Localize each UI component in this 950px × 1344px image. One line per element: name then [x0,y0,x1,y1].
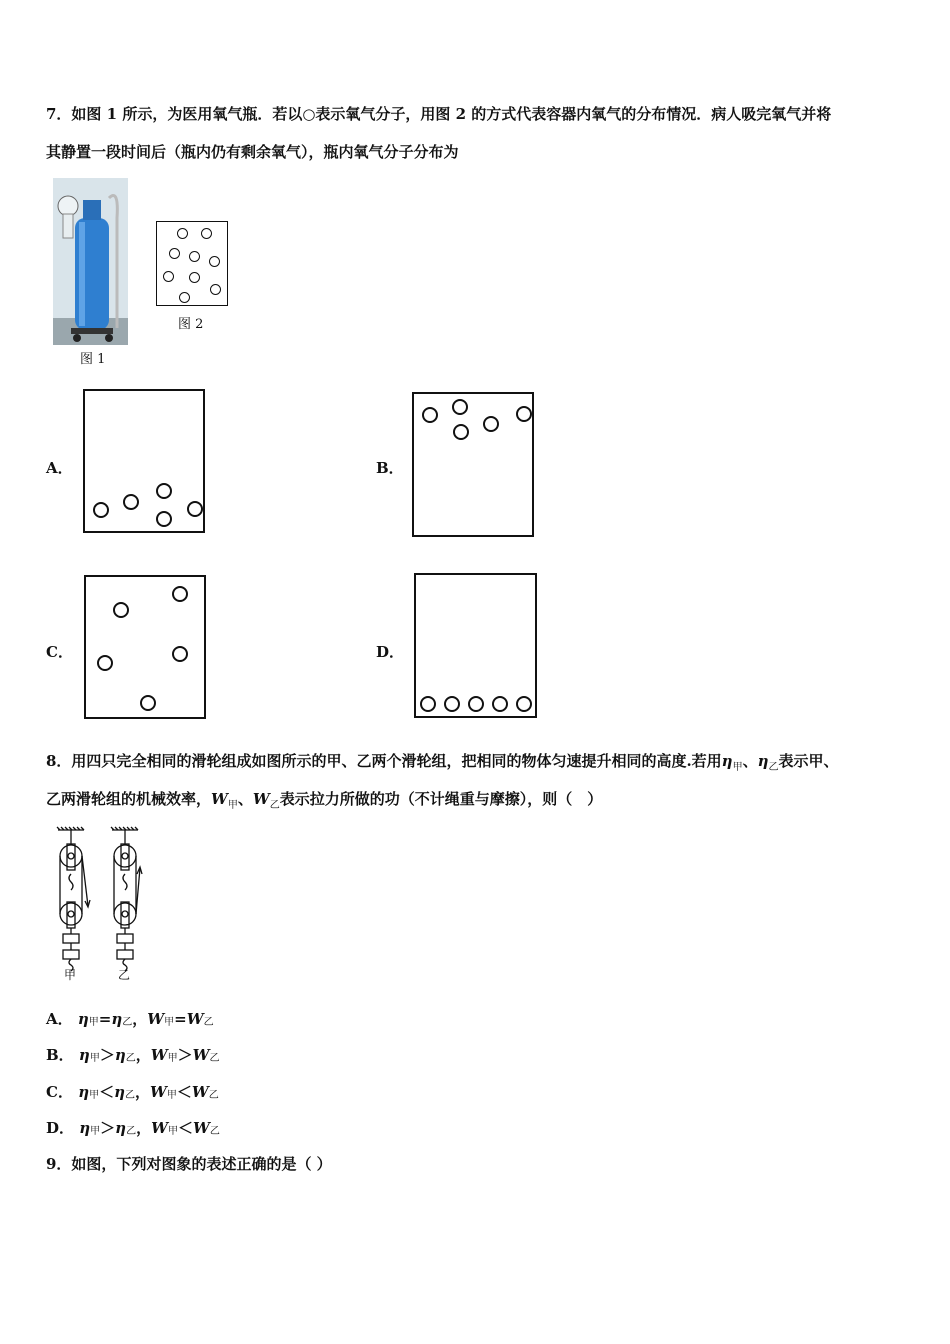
molecule [516,406,532,422]
pulley-label-jia: 甲 [64,968,77,982]
w-symbol: W [192,1046,210,1064]
separator: 、 [237,790,253,808]
q8-option-d[interactable] [46,1117,220,1138]
molecule [177,228,188,239]
comma: ， [135,1083,151,1101]
sub-yi: 乙 [125,1053,136,1064]
q8-text: 表示甲、 [778,752,839,770]
sub-yi: 乙 [209,1053,220,1064]
molecule [163,271,174,282]
eta-symbol: η [114,1083,126,1101]
molecule [93,502,109,518]
pulley-label-yi: 乙 [118,968,131,982]
molecule [452,399,468,415]
sub-jia: 甲 [167,1126,178,1137]
molecule [179,292,190,303]
q7-stem-line2: 其静置一段时间后（瓶内仍有剩余氧气），瓶内氧气分子分布为 [46,143,459,161]
q8-option-b[interactable] [46,1044,220,1065]
molecule [492,696,508,712]
relation: = [98,1010,112,1028]
option-d-box[interactable] [414,573,537,718]
q8-text: 8．用四只完全相同的滑轮组成如图所示的甲、乙两个滑轮组，把相同的物体匀速提升相同的高度.若用 [46,752,722,770]
molecule [420,696,436,712]
eta-symbol: η [79,1119,91,1137]
oxygen-cylinder-image [53,178,128,345]
eta-symbol: η [111,1010,123,1028]
relation: ＞ [99,1046,115,1064]
separator: 、 [742,752,758,770]
option-c-label[interactable]: C． [46,643,73,661]
molecule [169,248,180,259]
molecule [113,602,129,618]
eta-symbol: η [115,1119,127,1137]
w-symbol: W [186,1010,204,1028]
molecule [483,416,499,432]
option-label: A． [46,1010,73,1028]
relation: ＜ [176,1083,192,1101]
w-symbol: W [192,1119,210,1137]
molecule [172,586,188,602]
option-label: D． [46,1119,75,1137]
molecule [201,228,212,239]
eta-symbol: η [78,1046,90,1064]
molecule [189,272,200,283]
molecule [209,256,220,267]
relation: ＞ [100,1119,116,1137]
q9-stem-line1: 9．如图，下列对图象的表述正确的是（ ） [46,1155,332,1173]
molecule [444,696,460,712]
relation: ＜ [177,1119,193,1137]
sub-yi: 乙 [269,800,280,811]
molecule [123,494,139,510]
q8-text: 表示拉力所做的功（不计绳重与摩擦），则（ ） [279,790,603,808]
option-a-box[interactable] [83,389,205,533]
molecule [156,483,172,499]
sub-jia: 甲 [89,1053,100,1064]
molecule [156,511,172,527]
option-b-label[interactable]: B． [376,459,404,477]
eta-symbol: η [78,1083,90,1101]
q8-option-c[interactable] [46,1081,219,1102]
molecule [422,407,438,423]
relation: ＞ [177,1046,193,1064]
molecule [97,655,113,671]
sub-jia: 甲 [88,1017,99,1028]
relation: = [174,1010,187,1028]
sub-yi: 乙 [203,1017,214,1028]
comma: ， [132,1010,148,1028]
w-symbol: W [191,1083,209,1101]
w-symbol: W [151,1119,168,1137]
molecule [189,251,200,262]
w-symbol: W [252,790,270,808]
fig2-container [156,221,228,306]
option-label: C． [46,1083,73,1101]
q8-stem-line1 [46,750,839,773]
option-a-label[interactable]: A． [46,459,73,477]
sub-yi: 乙 [126,1126,137,1137]
eta-symbol: η [757,752,769,770]
sub-jia: 甲 [732,762,743,773]
sub-yi: 乙 [768,762,779,773]
sub-yi: 乙 [208,1090,219,1101]
sub-yi: 乙 [125,1090,136,1101]
sub-jia: 甲 [90,1126,101,1137]
molecule [468,696,484,712]
eta-symbol: η [114,1046,126,1064]
sub-jia: 甲 [166,1090,177,1101]
option-label: B． [46,1046,74,1064]
q8-stem-line2 [46,788,602,811]
comma: ， [136,1119,152,1137]
w-symbol: W [147,1010,165,1028]
w-symbol: W [211,790,228,808]
q8-option-a[interactable] [46,1008,214,1029]
q8-text: 乙两滑轮组的机械效率， [46,790,212,808]
molecule [140,695,156,711]
molecule [187,501,203,517]
option-d-label[interactable]: D． [376,643,405,661]
relation: ＜ [99,1083,115,1101]
q7-stem-line1: 7．如图 1 所示，为医用氧气瓶．若以○表示氧气分子，用图 2 的方式代表容器内氧气的分布情况．病人吸完氧气并将 [46,105,832,123]
sub-yi: 乙 [122,1017,133,1028]
eta-symbol: η [77,1010,89,1028]
sub-jia: 甲 [164,1017,175,1028]
option-b-box[interactable] [412,392,534,537]
fig1-caption: 图 1 [80,352,106,367]
w-symbol: W [150,1083,167,1101]
sub-yi: 乙 [209,1126,220,1137]
pulley-diagram [52,826,152,986]
eta-symbol: η [721,752,733,770]
option-c-box[interactable] [84,575,206,719]
molecule [453,424,469,440]
sub-jia: 甲 [167,1053,178,1064]
comma: ， [135,1046,151,1064]
sub-jia: 甲 [227,800,238,811]
sub-jia: 甲 [89,1090,100,1101]
molecule [516,696,532,712]
w-symbol: W [150,1046,168,1064]
molecule [172,646,188,662]
molecule [210,284,221,295]
fig2-caption: 图 2 [178,317,204,332]
